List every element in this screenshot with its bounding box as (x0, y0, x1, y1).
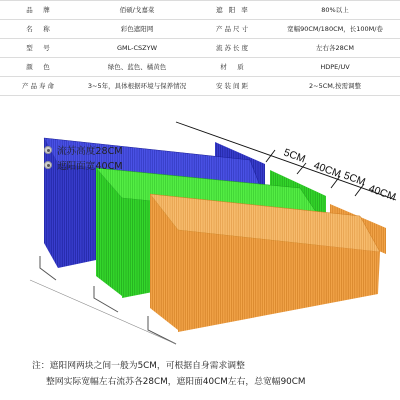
spec-row (0, 20, 400, 39)
dim-label-1: 5CM (281, 146, 307, 166)
spec-value: HDPE/UV (320, 63, 350, 71)
spec-key: 颜 色 (26, 63, 52, 71)
spec-value: 佰硕/戈嘉菜 (119, 6, 155, 14)
spec-row (0, 1, 400, 20)
spec-key: 材 质 (220, 63, 246, 71)
spec-value: 80%以上 (321, 6, 349, 14)
spec-value: 绿色、蓝色、橘黄色 (107, 63, 167, 71)
legend-shade-width-label: 遮阳面宽40CM (57, 161, 123, 172)
spec-key: 名 称 (26, 25, 52, 33)
spec-value: 宽幅90CM/180CM，长100M/卷 (287, 25, 383, 33)
note-line-2: 整网实际宽幅左右流苏各28CM，遮阳面40CM左右，总宽幅90CM (46, 377, 306, 387)
spec-value: 2~5CM,按需调整 (309, 82, 361, 90)
spec-key: 产品寿命 (22, 82, 56, 90)
bullet-icon (44, 146, 52, 154)
spec-row (0, 39, 400, 58)
spec-row (0, 58, 400, 77)
legend-tassel (44, 143, 123, 157)
legend-tassel-label: 流苏高度28CM (57, 146, 123, 157)
spec-table (0, 0, 400, 96)
spec-key: 安装间距 (216, 82, 250, 90)
dim-label-4: 40CM (366, 182, 398, 204)
spec-value: 左右各28CM (316, 44, 354, 52)
legend-shade-width (44, 158, 123, 172)
orange-net (150, 194, 386, 332)
spec-key: 流苏长度 (216, 44, 250, 52)
spec-row (0, 77, 400, 96)
spec-value: 3~5年，具体根据环境与保养情况 (87, 82, 187, 90)
spec-key: 品 牌 (26, 6, 52, 14)
spec-key: 型 号 (26, 44, 52, 52)
bullet-icon (44, 161, 52, 169)
spec-value: GML-CSZYW (116, 44, 157, 52)
dim-label-3: 5CM (341, 169, 367, 189)
note-line-1: 注：遮阳网两块之间一般为5CM，可根据自身需求调整 (32, 361, 245, 371)
spec-value: 彩色遮阳网 (120, 25, 154, 33)
spec-key: 遮 阳 率 (216, 6, 250, 14)
spec-key: 产品尺寸 (216, 25, 250, 33)
dim-label-2: 40CM (311, 159, 343, 181)
